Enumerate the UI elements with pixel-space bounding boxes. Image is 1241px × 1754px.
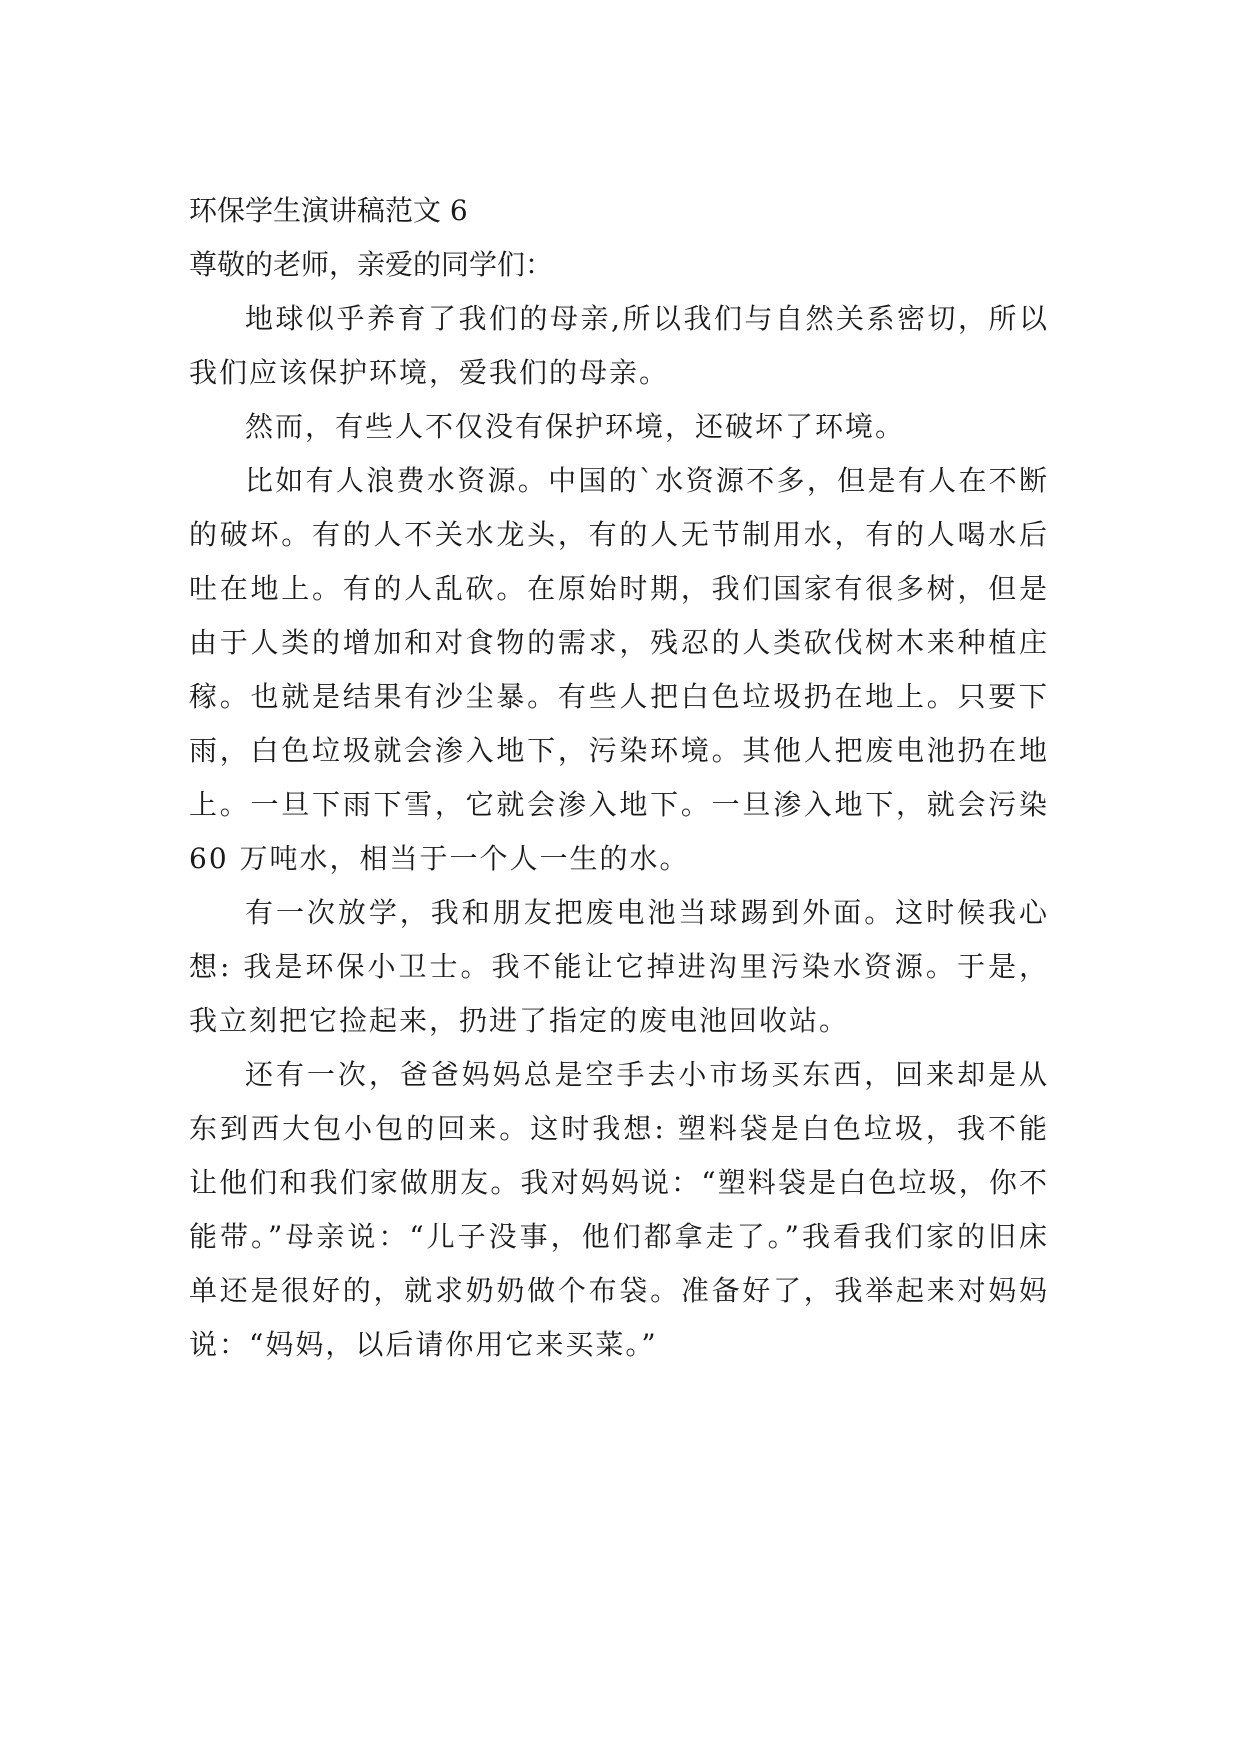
document-title: 环保学生演讲稿范文 6	[189, 194, 468, 227]
paragraph: 比如有人浪费水资源。中国的`水资源不多，但是有人在不断的破坏。有的人不关水龙头，有的人无节制用水，有的人喝水后吐在地上。有的人乱砍。在原始时期，我们国家有很多树，但是由于人类的增加和对食物的需求，残忍的人类砍伐树木来种植庄稼。也就是结果有沙尘暴。有些人把白色垃圾扔在地上。只要下雨，白色垃圾就会渗入地下，污染环境。其他人把废电池扔在地上。一旦下雨下雪，它就会渗入地下。一旦渗入地下，就会污染 60 万吨水，相当于一个人一生的水。	[189, 464, 1049, 875]
paragraph: 然而，有些人不仅没有保护环境，还破坏了环境。	[245, 410, 906, 443]
salutation: 尊敬的老师，亲爱的同学们：	[189, 248, 554, 281]
document-body	[189, 184, 1049, 1372]
paragraph: 还有一次，爸爸妈妈总是空手去小市场买东西，回来却是从东到西大包小包的回来。这时我想: 塑料袋是白色垃圾，我不能让他们和我们家做朋友。我对妈妈说：“塑料袋是白色垃圾，你不能带。”母亲说：“儿子没事，他们都拿走了。”我看我们家的旧床单还是很好的，就求奶奶做个布袋。准备好了，我举起来对妈妈说：“妈妈，以后请你用它来买菜。”	[189, 1058, 1049, 1361]
paragraph: 有一次放学，我和朋友把废电池当球踢到外面。这时候我心想: 我是环保小卫士。我不能让它掉进沟里污染水资源。于是，我立刻把它捡起来，扔进了指定的废电池回收站。	[189, 896, 1049, 1037]
paragraph: 地球似乎养育了我们的母亲,所以我们与自然关系密切，所以我们应该保护环境，爱我们的母亲。	[189, 302, 1049, 389]
